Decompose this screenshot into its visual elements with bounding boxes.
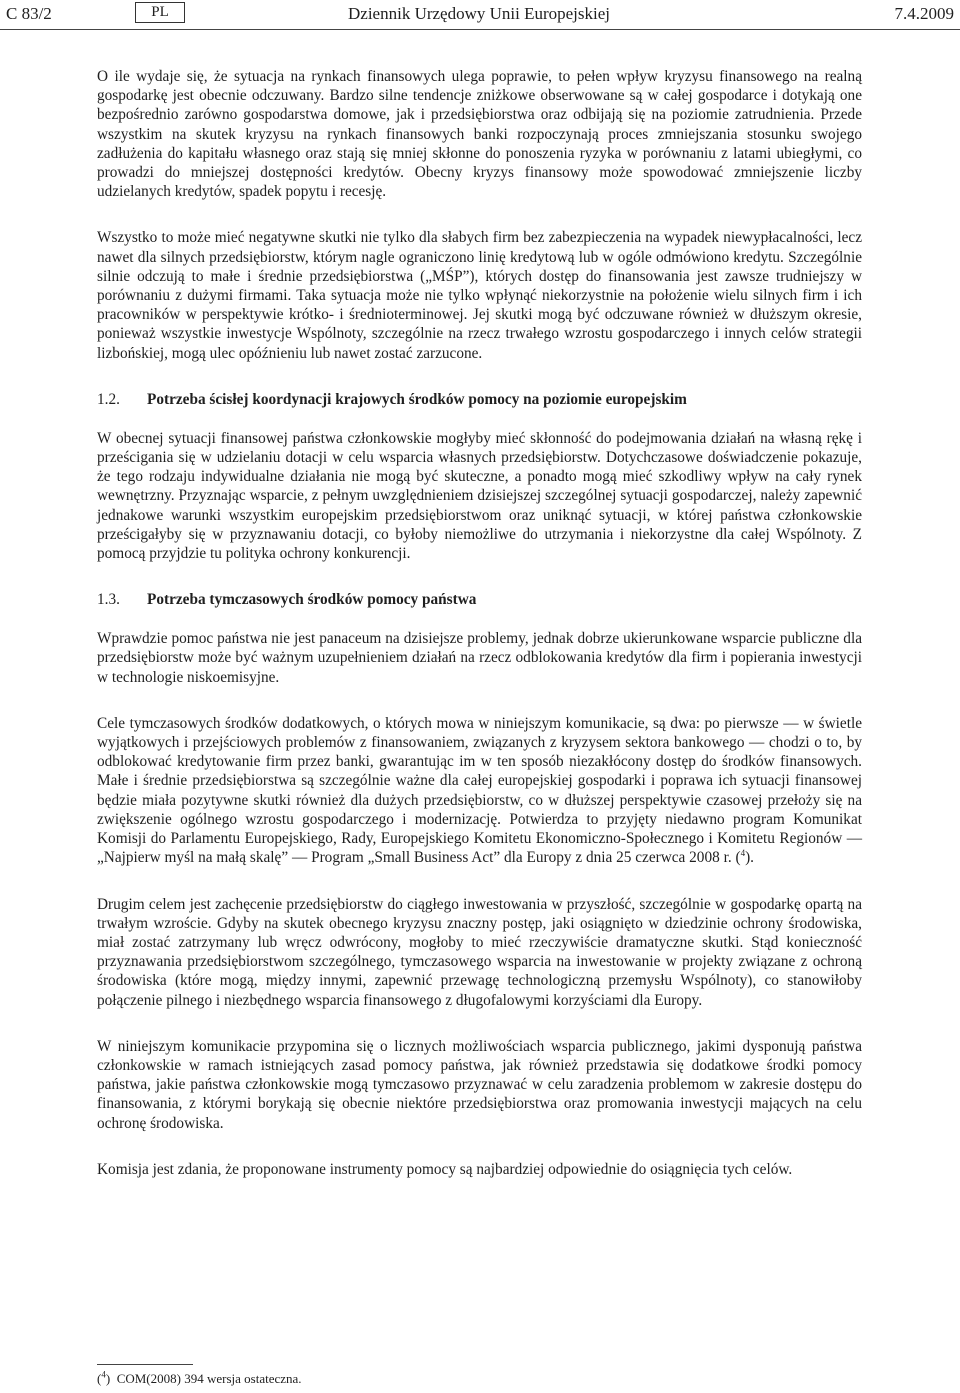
paragraph-5 [97, 714, 862, 868]
section-title: Potrzeba ścisłej koordynacji krajowych środków pomocy na poziomie europejskim [147, 390, 687, 408]
footnote-divider [97, 1364, 193, 1365]
paragraph-2: Wszystko to może mieć negatywne skutki nie tylko dla słabych firm bez zabezpieczenia na wypadek niewypłacalności, lecz nawet dla silnych przedsiębiorstw, którym nagle ograniczono linię kredytową lub w ogóle odmówiono kredytu. Szczególnie silnie odczują to małe i średnie przedsiębiorstwa („MŚP”), których dostęp do finansowania jest zawsze trudniejszy w porównaniu z dużymi firmami. Taka sytuacja może nie tylko wpłynąć niekorzystnie na położenie wielu silnych firm i ich pracowników w perspektywie krótko- i średnioterminowej. Jej skutki mogą być odczuwane również w dłuższym okresie, ponieważ wszystkie inwestycje Wspólnoty, szczególnie na rzecz trwałego wzrostu gospodarczego i innych celów strategii lizbońskiej, mogą ulec opóźnieniu lub nawet zostać zarzucone. [97, 229, 862, 362]
section-heading-1-2 [97, 390, 862, 410]
document-body [97, 67, 862, 1179]
journal-title: Dziennik Urzędowy Unii Europejskiej [348, 4, 611, 23]
paragraph-5-text: Cele tymczasowych środków dodatkowych, o których mowa w niniejszym komunikacie, są dwa: po pierwsze — w świetle wyjątkowych i przejściowych problemów z finansowaniem, związanych z kryzysem sektora bankowego — chodzi o to, by odblokować kredytowanie firm przez banki, gwarantując im w ten sposób niezakłócony dostęp do środków finansowych. Małe i średnie przedsiębiorstwa są szczególnie ważne dla całej europejskiej gospodarki i poprawa ich sytuacji finansowej będzie miała pozytywne skutki również dla dużych przedsiębiorstw, co w dłuższej perspektywie czasowej przełoży się na zwiększenie ogólnego wzrostu gospodarczego i modernizację. Potwierdza to przyjęty niedawno program Komunikat Komisji do Parlamentu Europejskiego, Rady, Europejskiego Komitetu Ekonomiczno-Społecznego i Komitetu Regionów — „Najpierw myśl na małą skalę” — Program „Small Business Act” dla Europy z dnia 25 czerwca 2008 r. ( [97, 714, 862, 867]
section-number: 1.2. [97, 390, 120, 408]
paragraph-1: O ile wydaje się, że sytuacja na rynkach finansowych ulega poprawie, to pełen wpływ kryzysu finansowego na realną gospodarkę jest obecnie odczuwany. Bardzo silne tendencje zniżkowe obserwowane są w całej gospodarce i dotykają one bezpośrednio zarówno gospodarstwa domowe, jak i przedsiębiorstwa oraz odbijają się na poziomie zatrudnienia. Przede wszystkim na skutek kryzysu na rynkach finansowych banki rozpoczynają proces zmniejszania stosunku swojego zadłużenia do kapitału własnego oraz stają się mniej skłonne do ponoszenia ryzyka w porównaniu z latami ubiegłymi, co prowadzi do mniejszej dostępności kredytów. Obecny kryzys finansowy może spowodować zmniejszenie liczby udzielanych kredytów, spadek popytu i recesję. [97, 68, 862, 201]
page-header [0, 0, 960, 30]
language-badge: PL [135, 2, 185, 23]
page-reference: C 83/2 [6, 4, 52, 23]
header-divider [0, 29, 960, 30]
section-heading-1-3 [97, 590, 862, 610]
section-title: Potrzeba tymczasowych środków pomocy państwa [147, 591, 477, 609]
paragraph-4: Wprawdzie pomoc państwa nie jest panaceum na dzisiejsze problemy, jednak dobrze ukierunkowane wsparcie publiczne dla przedsiębiorstw może być ważnym uzupełnieniem działań na rzecz odblokowania kredytów dla firm i popierania inwestycji w technologie niskoemisyjne. [97, 630, 862, 686]
footnote-reference[interactable]: 4 [740, 848, 746, 859]
footnote-number: 4 [101, 1369, 106, 1380]
footnote-open: ( [97, 1371, 102, 1386]
paragraph-7: W niniejszym komunikacie przypomina się o licznych możliwościach wsparcia publicznego, jakimi dysponują państwa członkowskie w ramach istniejących zasad pomocy państwa, jak również przedstawia się dodatkowe środki pomocy państwa, jakie państwa członkowskie mogą tymczasowo przyznawać w celu zaradzenia problemom w zakresie dostępu do finansowania, z którymi borykają się obecnie niektóre przedsiębiorstwa oraz promowania inwestycji mających na celu ochronę środowiska. [97, 1037, 862, 1132]
footnote-close: ) [105, 1371, 111, 1386]
paragraph-6: Drugim celem jest zachęcenie przedsiębiorstw do ciągłego inwestowania w przyszłość, szczególnie w gospodarkę opartą na trwałym wzroście. Gdyby na skutek obecnego kryzysu znaczny postęp, jaki osiągnięto w dziedzinie ochrony środowiska, miał zostać zatrzymany lub wręcz odwrócony, mogłoby to mieć rzeczywiście dramatyczne skutki. Stąd konieczność przyznawania przedsiębiorstwom szczególnego, tymczasowego wsparcia na inwestowanie w projekty związane z ochroną środowiska (które mogą, między innymi, zapewnić przewagę technologiczną przemysłu Wspólnoty), co stanowiłoby połączenie pilnego i niezbędnego wsparcia finansowego z długofalowymi korzyściami dla Europy. [97, 895, 862, 1009]
section-number: 1.3. [97, 591, 120, 609]
paragraph-8: Komisja jest zdania, że proponowane instrumenty pomocy są najbardziej odpowiednie do osiągnięcia tych celów. [97, 1160, 793, 1178]
footnote [97, 1371, 302, 1387]
publication-date: 7.4.2009 [894, 4, 954, 23]
paragraph-5-end: ). [745, 849, 754, 867]
paragraph-3: W obecnej sytuacji finansowej państwa członkowskie mogłyby mieć skłonność do podejmowania działań na własną rękę i prześcigania się w udzielaniu dotacji w celu wsparcia własnych przedsiębiorstw. Dotychczasowe doświadczenie pokazuje, że tego rodzaju indywidualne działania nie mogą być skuteczne, a ponadto mogą mieć szkodliwy wpływ na cały rynek wewnętrzny. Przyznając wsparcie, z pełnym uwzględnieniem dzisiejszej szczególnej sytuacji gospodarczej, należy zapewnić jednakowe warunki wszystkim europejskim przedsiębiorstwom oraz uniknąć sytuacji, w której państwa członkowskie prześcigałyby się w przyznawaniu dotacji, co byłoby niemożliwe do utrzymania i niekorzystne dla całej Wspólnoty. Z pomocą przyjdzie tu polityka ochrony konkurencji. [97, 429, 862, 563]
footnote-text: COM(2008) 394 wersja ostateczna. [116, 1371, 302, 1386]
